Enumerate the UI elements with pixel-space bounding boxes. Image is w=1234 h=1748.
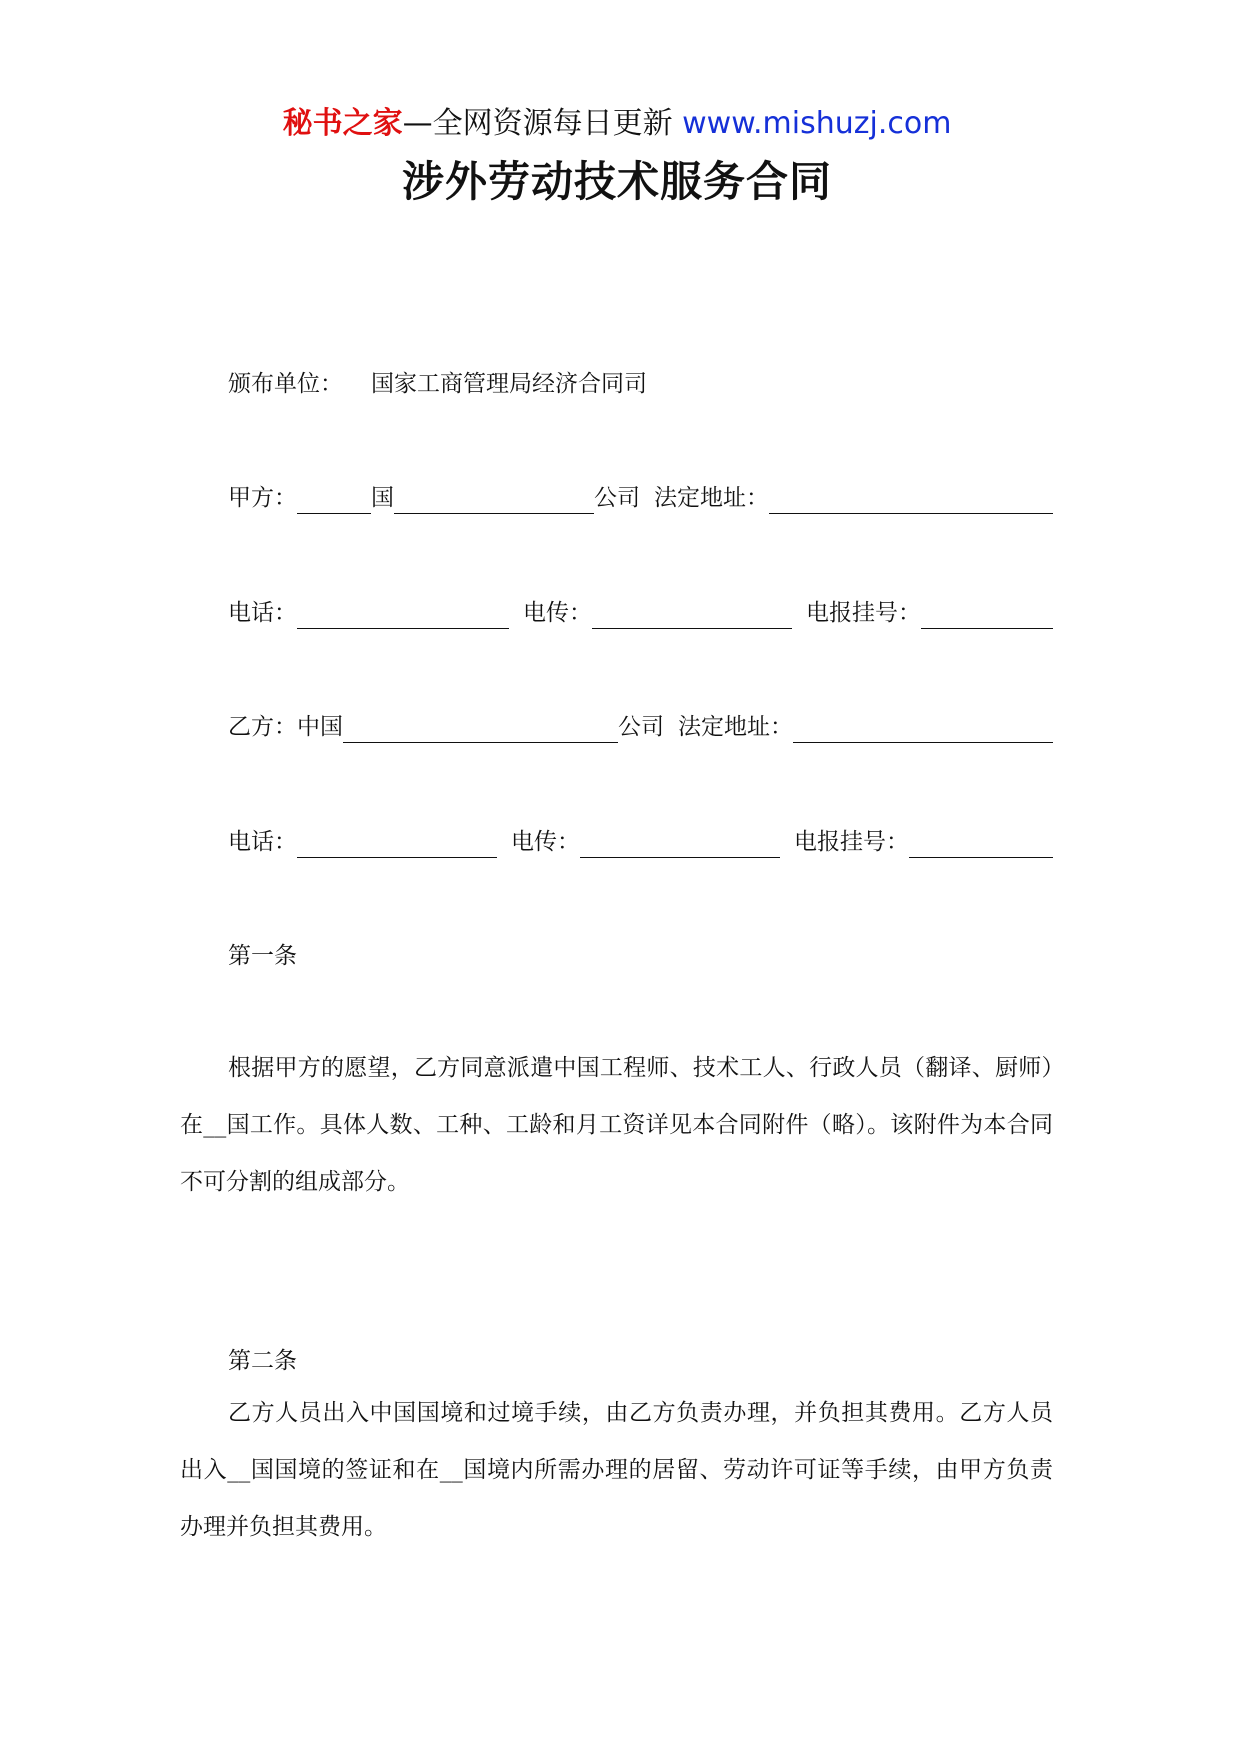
issuer-label: 颁布单位： [228, 371, 343, 397]
party-b-telegram-blank[interactable] [909, 833, 1053, 858]
party-a-line [228, 482, 1053, 514]
party-b-label: 乙方：中国 [228, 714, 343, 740]
party-b-phone-blank[interactable] [297, 833, 497, 858]
site-url-link[interactable]: www.mishuzj.com [682, 106, 952, 141]
article-1-body: 根据甲方的愿望，乙方同意派遣中国工程师、技术工人、行政人员（翻译、厨师）在__国工作。具体人数、工种、工龄和月工资详见本合同附件（略）。该附件为本合同不可分割的组成部分。 [180, 1055, 1053, 1195]
party-b-line [228, 711, 1053, 743]
issuer-value: 国家工商管理局经济合同司 [371, 371, 647, 397]
party-b-phone-label: 电话： [228, 829, 297, 855]
party-a-fax-blank[interactable] [592, 604, 792, 629]
party-a-address-blank[interactable] [769, 489, 1053, 514]
party-b-fax-label: 电传： [511, 829, 580, 855]
party-a-telegram-label: 电报挂号： [806, 600, 921, 626]
party-b-fax-blank[interactable] [580, 833, 780, 858]
issuer-line [228, 368, 1053, 400]
party-a-country-suffix: 国 [371, 485, 394, 511]
party-b-address-blank[interactable] [793, 718, 1053, 743]
party-a-phone-label: 电话： [228, 600, 297, 626]
party-a-telegram-blank[interactable] [921, 604, 1053, 629]
party-a-country-blank[interactable] [297, 489, 371, 514]
party-a-company-blank[interactable] [394, 489, 594, 514]
party-a-contact-line [228, 597, 1053, 629]
party-b-telegram-label: 电报挂号： [794, 829, 909, 855]
document-title: 涉外劳动技术服务合同 [401, 157, 832, 206]
party-b-contact-line [228, 826, 1053, 858]
article-1-heading: 第一条 [228, 943, 297, 969]
article-2-heading: 第二条 [228, 1348, 297, 1374]
article-2-body: 乙方人员出入中国国境和过境手续，由乙方负责办理，并负担其费用。乙方人员出入__国国境的签证和在__国境内所需办理的居留、劳动许可证等手续，由甲方负责办理并负担其费用。 [180, 1400, 1053, 1540]
party-a-phone-blank[interactable] [297, 604, 509, 629]
party-a-company-suffix: 公司 [594, 485, 640, 511]
party-a-address-label: 法定地址： [654, 485, 769, 511]
party-b-address-label: 法定地址： [678, 714, 793, 740]
brand-name: 秘书之家 [282, 106, 403, 141]
party-b-company-suffix: 公司 [618, 714, 664, 740]
party-b-company-blank[interactable] [343, 718, 618, 743]
site-slogan: —全网资源每日更新 [402, 106, 673, 141]
site-banner [0, 104, 1234, 144]
party-a-label: 甲方： [228, 485, 297, 511]
party-a-fax-label: 电传： [523, 600, 592, 626]
